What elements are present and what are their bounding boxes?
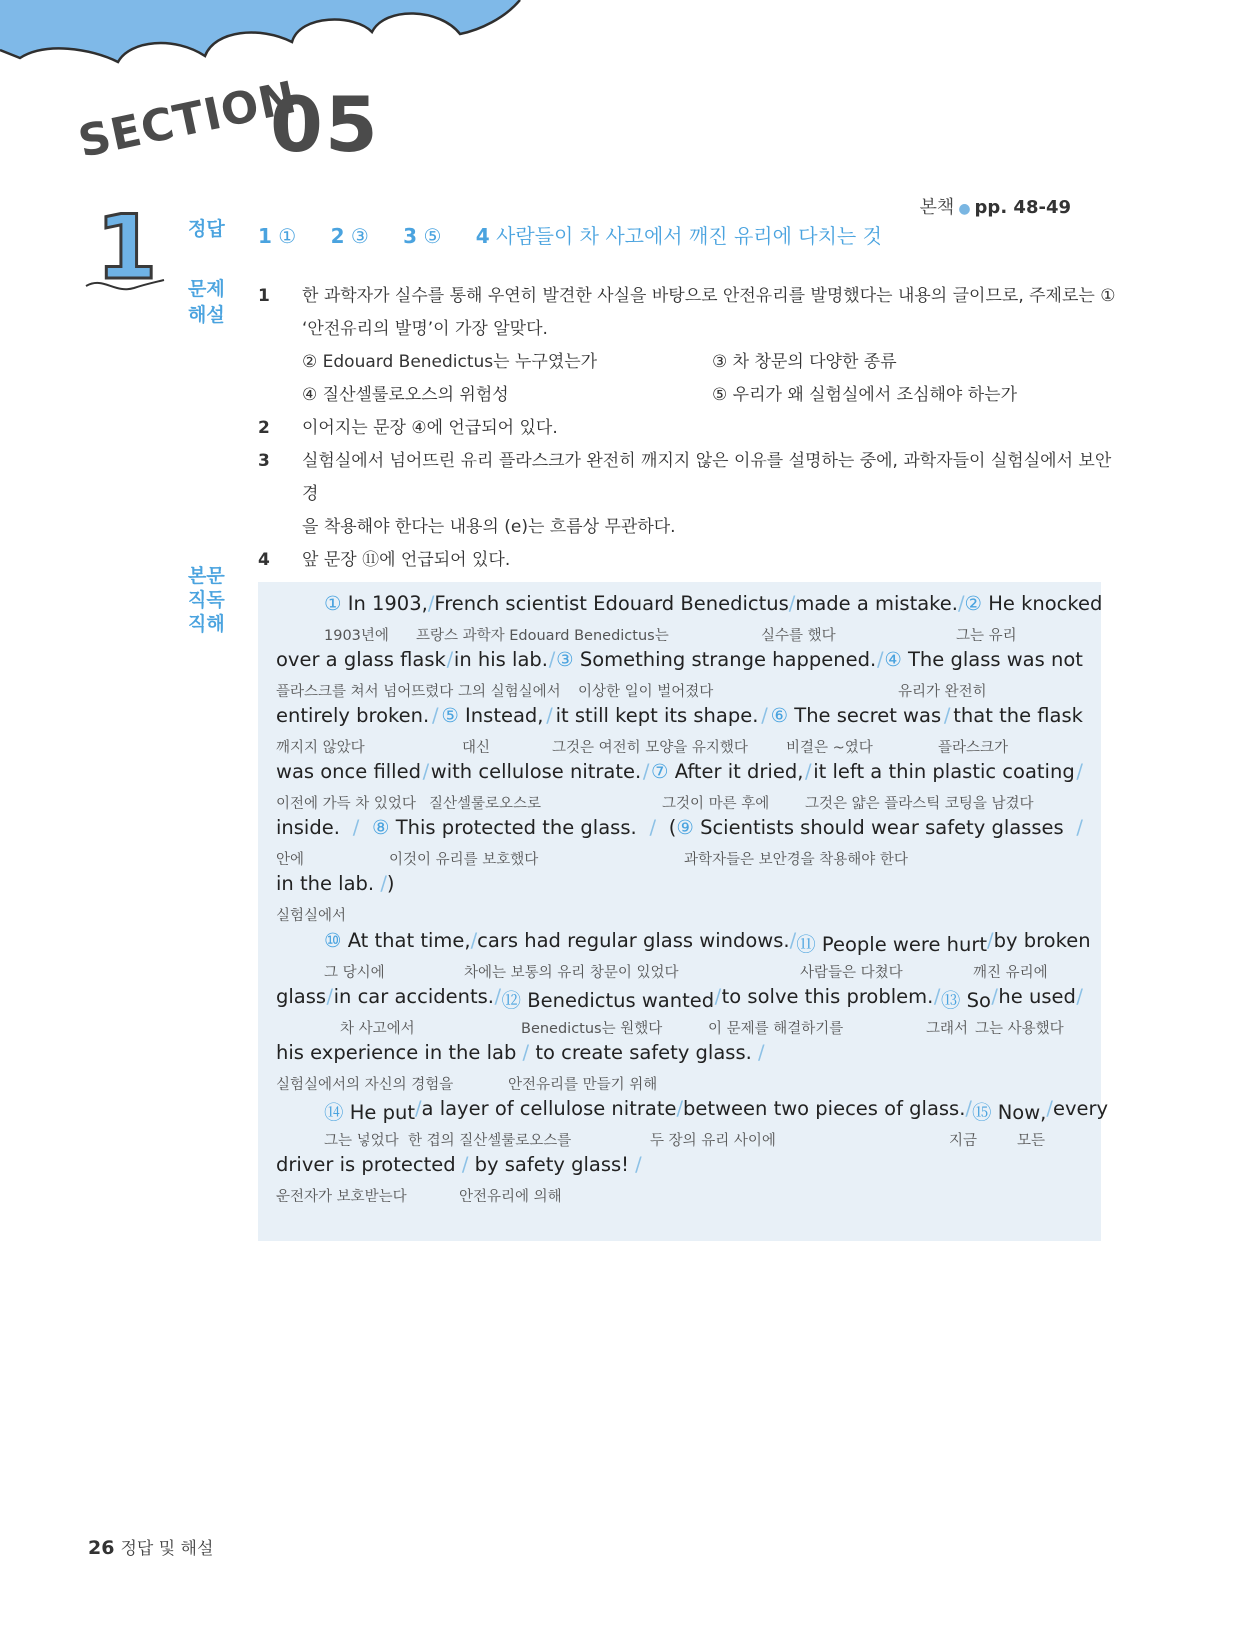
page-reference — [920, 193, 1071, 219]
explanation-q3: 3 실험실에서 넘어뜨린 유리 플라스크가 완전히 깨지지 않은 이유를 설명하는 중에, 과학자들이 실험실에서 보안경 을 착용해야 한다는 내용의 (e)는 흐름상 무관하다. — [258, 451, 1112, 537]
item-number: 1 — [96, 196, 158, 299]
answer-item: 3 ⑤ — [403, 224, 442, 248]
explanation-q2: 2 이어지는 문장 ④에 언급되어 있다. — [258, 418, 558, 438]
page-ref-prefix: 본책 — [919, 197, 955, 218]
answer-item: 2 ③ — [330, 224, 369, 248]
dot-icon: ● — [958, 201, 971, 217]
answer-item: 1 ① — [258, 224, 297, 248]
section-word: SECTION — [74, 71, 302, 168]
explanation-q1: 1 한 과학자가 실수를 통해 우연히 발견한 사실을 바탕으로 안전유리를 발명했다는 내용의 글이므로, 주제로는 ① ‘안전유리의 발명’이 가장 알맞다. — [258, 286, 1116, 339]
reading-label-1: 본문 — [188, 565, 225, 587]
footer-title: 정답 및 해설 — [120, 1539, 214, 1559]
explanation-label-2: 해설 — [188, 304, 225, 326]
reading-label-3: 직해 — [188, 613, 225, 635]
page-footer — [88, 1534, 213, 1559]
swoosh-icon — [84, 272, 166, 298]
answers-row — [258, 220, 910, 249]
explanation-q4: 4 앞 문장 ⑪에 언급되어 있다. — [258, 550, 511, 570]
answer-label: 정답 — [188, 218, 225, 240]
explanations — [258, 280, 1118, 577]
explanation-q1-options: ② Edouard Benedictus는 누구였는가 ③ 차 창문의 다양한 종류 ④ 질산셀룰로오스의 위험성 ⑤ 우리가 왜 실험실에서 조심해야 하는가 — [302, 352, 1018, 405]
page-ref-pages: pp. 48-49 — [974, 197, 1071, 218]
reading-passage: ① In 1903, / French scientist Edouard Benedictus / made a mistake. / ② He knocked 1903년에 프랑스 과학자 Edouard Benedictus는 실수를 했다 그는 유리 over a glass flask / in his lab. / ③ Something strange happened. / ④ The glass was not 플라스크를 쳐서 넘어뜨렸다 그의 실험실에서 이상한 일이 벌어졌다 유리가 완전히 entirely broken. / ⑤ Instead, / it still kept its shape. / ⑥ The secret was / that the flask 깨지지 않았다 대신 그것은 여전히 모양을 유지했다 비결은 ~였다 플라스크가 was once filled / with cellulose nitrate. / ⑦ After it dried, / it left a thin plastic coating / 이전에 가득 차 있었다 질산셀룰로오스로 그것이 마른 후에 그것은 얇은 플라스틱 코팅을 남겼다 inside. / ⑧ This protected the glass. / (⑨ Scientists should wear safety glasses / 안에 이것이 유리를 보호했다 과학자들은 보안경을 착용해야 한다 in the lab. / ) 실험실에서 ⑩ At that time, / cars had regular glass windows. / ⑪ People were hurt / by broken 그 당시에 차에는 보통의 유리 창문이 있었다 사람들은 다쳤다 깨진 유리에 glass / in car accidents. / ⑫ Benedictus wanted / to solve this problem. / ⑬ So / he used / 차 사고에서 Benedictus는 원했다 이 문제를 해결하기를 그래서 그는 사용했다 his experience in the lab / to create safety glass. / 실험실에서의 자신의 경험을 안전유리를 만들기 위해 ⑭ He put / a layer of cellulose nitrate / between two pieces of glass. / ⑮ Now, / every 그는 넣었다 한 겹의 질산셀룰로오스를 두 장의 유리 사이에 지금 모든 driver is protected / by safety glass! / 운전자가 보호받는다 안전유리에 의해 — [258, 582, 1101, 1241]
reading-label-2: 직독 — [188, 589, 225, 611]
section-number: 05 — [270, 80, 380, 169]
explanation-label-1: 문제 — [188, 278, 225, 300]
answer-item: 4 사람들이 차 사고에서 깨진 유리에 다치는 것 — [475, 224, 882, 248]
page-number: 26 — [88, 1537, 115, 1559]
